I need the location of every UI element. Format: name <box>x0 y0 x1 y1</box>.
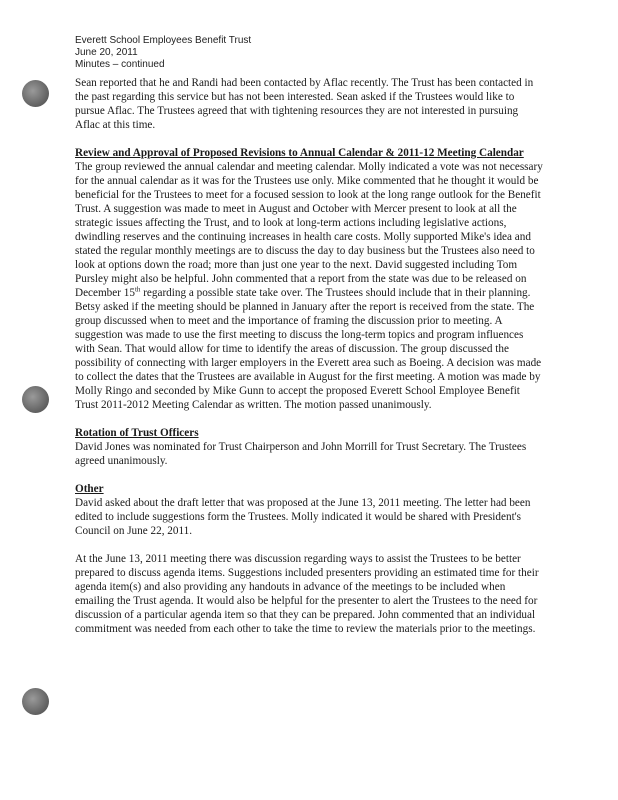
calendar-body-superscript: th <box>134 285 141 294</box>
punch-hole-middle <box>22 386 49 413</box>
document-body <box>75 76 545 636</box>
rotation-body: David Jones was nominated for Trust Chairperson and John Morrill for Trust Secretary. The Trustees agreed unanimously. <box>75 441 527 467</box>
calendar-body-part2: regarding a possible state take over. The Trustees should include that in their planning. Betsy asked if the meeting should be planned in January after the report is received from the state. The group discussed when to meet and the importance of framing the discussion prior to meeting. A suggestion was made to use the first meeting to discuss the long-term topics and program influences with Sean. That would allow for time to identify the areas of discussion. The group discussed the possibility of connecting with larger employers in the Everett area such as Boeing. A decision was made to collect the dates that the Trustees are available in August for the first meeting. A motion was made by Molly Ringo and seconded by Mike Gunn to accept the proposed Everett School Employee Benefit Trust 2011-2012 Meeting Calendar as written. The motion passed unanimously. <box>75 287 542 411</box>
other-body-1: David asked about the draft letter that was proposed at the June 13, 2011 meeting. The letter had been edited to include suggestions form the Trustees. Molly indicated it would be shared with President's Council on June 22, 2011. <box>75 497 531 537</box>
page-subtitle: Minutes – continued <box>75 59 165 70</box>
calendar-heading: Review and Approval of Proposed Revisions to Annual Calendar & 2011-12 Meeting Calendar <box>75 147 524 159</box>
rotation-heading: Rotation of Trust Officers <box>75 427 199 439</box>
other-heading: Other <box>75 483 104 495</box>
punch-hole-top <box>22 80 49 107</box>
page-header <box>75 35 251 71</box>
aflac-paragraph: Sean reported that he and Randi had been contacted by Aflac recently. The Trust has been contacted in the past regarding this service but has not been interested. Sean asked if the Trustees would like to pursue Aflac. The Trustees agreed that with tightening resources they are not interested in pursuing Aflac at this time. <box>75 77 534 131</box>
org-name: Everett School Employees Benefit Trust <box>75 35 252 46</box>
calendar-body <box>75 160 545 412</box>
meeting-date: June 20, 2011 <box>75 47 138 58</box>
punch-hole-bottom <box>22 688 49 715</box>
other-body-2: At the June 13, 2011 meeting there was discussion regarding ways to assist the Trustees to be better prepared to discuss agenda items. Suggestions included presenters providing an estimated time for their agenda item(s) and also providing any handouts in advance of the meetings to be included when emailing the Trust agenda. It would also be helpful for the presenter to alert the Trustees to the need for discussion of a particular agenda item so that they can be prepared. John commented that an individual commitment was needed from each other to take the time to review the materials prior to the meetings. <box>75 553 539 635</box>
calendar-body-part1: The group reviewed the annual calendar and meeting calendar. Molly indicated a vote was not necessary for the annual calendar as it was for the Trustees use only. Mike commented that he thought it would be beneficial for the Trustees to meet for a focused session to look at the long range outlook for the Benefit Trust. A suggestion was made to meet in August and October with Mercer present to look at all the strategic issues affecting the Trust, and to look at long-term actions including legislative actions, dwindling reserves and the continuing increases in health care costs. Molly supported Mike's idea and stated the regular monthly meetings are to discuss the day to day business but the Trustees also need to look at options down the road; more than just one year to the next. David suggested including Tom Pursley might also be helpful. John commented that a report from the state was due to be released on December 15 <box>75 161 543 299</box>
